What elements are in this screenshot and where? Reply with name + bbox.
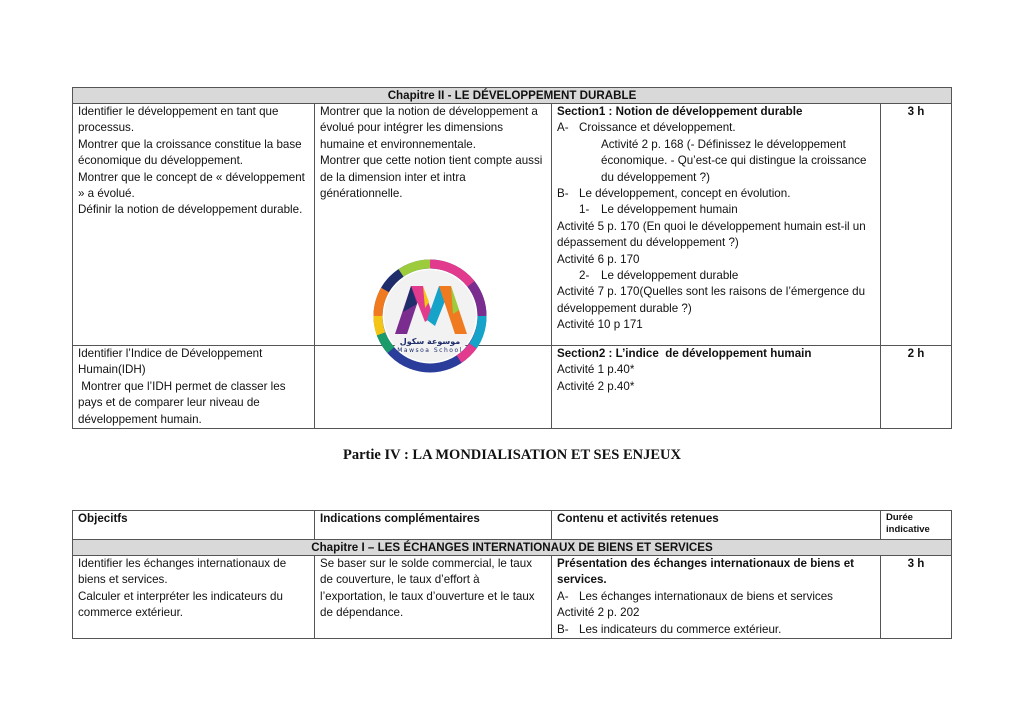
subsection-a	[557, 120, 875, 136]
logo-arabic-text: موسوعة سكول	[399, 337, 461, 346]
section-title: Section1 : Notion de développement durable	[557, 105, 803, 118]
duration-cell: 3 h	[881, 556, 952, 639]
objective-item: Montrer que la croissance constitue la base économique du développement.	[78, 137, 305, 168]
activity-item: Activité 2 p. 202	[557, 606, 640, 620]
subsection-title: Les indicateurs du commerce extérieur.	[579, 622, 782, 636]
subsection-marker: 2-	[579, 269, 590, 283]
activity-item: Activité 2 p. 168 (- Définissez le développement économique. - Qu’est-ce qui distingue la croissance du développement ?)	[601, 137, 870, 184]
program-table-chapter-1	[72, 510, 952, 639]
table-row	[73, 104, 952, 346]
objectifs-cell	[73, 346, 315, 429]
subsection-title: Les échanges internationaux de biens et services	[579, 589, 833, 603]
contenu-cell	[552, 556, 881, 639]
subsection-title: Le développement durable	[601, 269, 739, 283]
objective-item: Montrer que le concept de « développement » a évolué.	[78, 170, 309, 201]
subsection-marker: A-	[557, 589, 569, 603]
section-title: Section2 : L’indice de développement humain	[557, 347, 812, 360]
header-duree: Durée indicative	[881, 511, 952, 540]
subsection-title: Le développement humain	[601, 203, 738, 217]
subsection-b	[557, 186, 875, 202]
objectifs-cell	[73, 104, 315, 346]
table-row	[73, 556, 952, 639]
header-indications: Indications complémentaires	[315, 511, 552, 540]
objective-item: Identifier l’Indice de Développement Humain(IDH)	[78, 347, 266, 377]
part-title: Partie IV : LA MONDIALISATION ET SES ENJEUX	[343, 447, 681, 463]
subsection-marker: 1-	[579, 203, 590, 217]
objectifs-cell	[73, 556, 315, 639]
subsection-a	[557, 589, 875, 605]
subsection-title: Croissance et développement.	[579, 121, 736, 135]
subsection-title: Le développement, concept en évolution.	[579, 187, 791, 201]
activity-item: Activité 7 p. 170(Quelles sont les raisons de l’émergence du développement durable ?)	[557, 285, 869, 315]
duration-cell: 3 h	[881, 104, 952, 346]
objective-item: Identifier les échanges internationaux de biens et services.	[78, 557, 290, 587]
activity-item: Activité 5 p. 170 (En quoi le développement humain est-il un dépassement du développement ?)	[557, 219, 869, 250]
activity-item: Activité 10 p 171	[557, 318, 643, 332]
subsection-marker: A-	[557, 121, 569, 135]
indications-cell: Se baser sur le solde commercial, le taux de couverture, le taux d’effort à l’exportation, le taux d’ouverture et le taux de dépendance.	[315, 556, 552, 639]
header-objectifs: Objecitfs	[73, 511, 315, 540]
subsection-b1	[557, 202, 875, 218]
indication-item: Montrer que cette notion tient compte aussi de la dimension inter et intra générationnelle.	[320, 154, 546, 201]
program-table-chapter-2	[72, 87, 952, 429]
logo-latin-text: Mawsoa School	[397, 347, 463, 354]
duration-cell: 2 h	[881, 346, 952, 429]
contenu-cell	[552, 346, 881, 429]
objective-item: Définir la notion de développement durable.	[78, 203, 303, 217]
chapter-title: Chapitre II - LE DÉVELOPPEMENT DURABLE	[73, 88, 952, 104]
mawsoa-school-logo	[367, 256, 493, 376]
header-row	[73, 511, 952, 540]
subsection-b	[557, 622, 875, 638]
table-row	[73, 346, 952, 429]
activity-item: Activité 1 p.40*	[557, 363, 635, 377]
objective-item: Montrer que l’IDH permet de classer les pays et de comparer leur niveau de développement humain.	[78, 379, 289, 426]
chapter-row	[73, 540, 952, 556]
objective-item: Calculer et interpréter les indicateurs du commerce extérieur.	[78, 589, 287, 620]
chapter-title: Chapitre I – LES ÉCHANGES INTERNATIONAUX DE BIENS ET SERVICES	[73, 540, 952, 556]
subsection-marker: B-	[557, 187, 569, 201]
subsection-b2	[557, 268, 875, 284]
section-title: Présentation des échanges internationaux de biens et services.	[557, 557, 858, 587]
chapter-row	[73, 88, 952, 104]
header-contenu: Contenu et activités retenues	[552, 511, 881, 540]
activity-item: Activité 2 p.40*	[557, 379, 635, 393]
objective-item: Identifier le développement en tant que processus.	[78, 105, 282, 135]
subsection-marker: B-	[557, 622, 569, 636]
activity-item: Activité 6 p. 170	[557, 252, 640, 266]
contenu-cell	[552, 104, 881, 346]
indication-item: Montrer que la notion de développement a évolué pour intégrer les dimensions humaine et environnementale.	[320, 105, 542, 151]
